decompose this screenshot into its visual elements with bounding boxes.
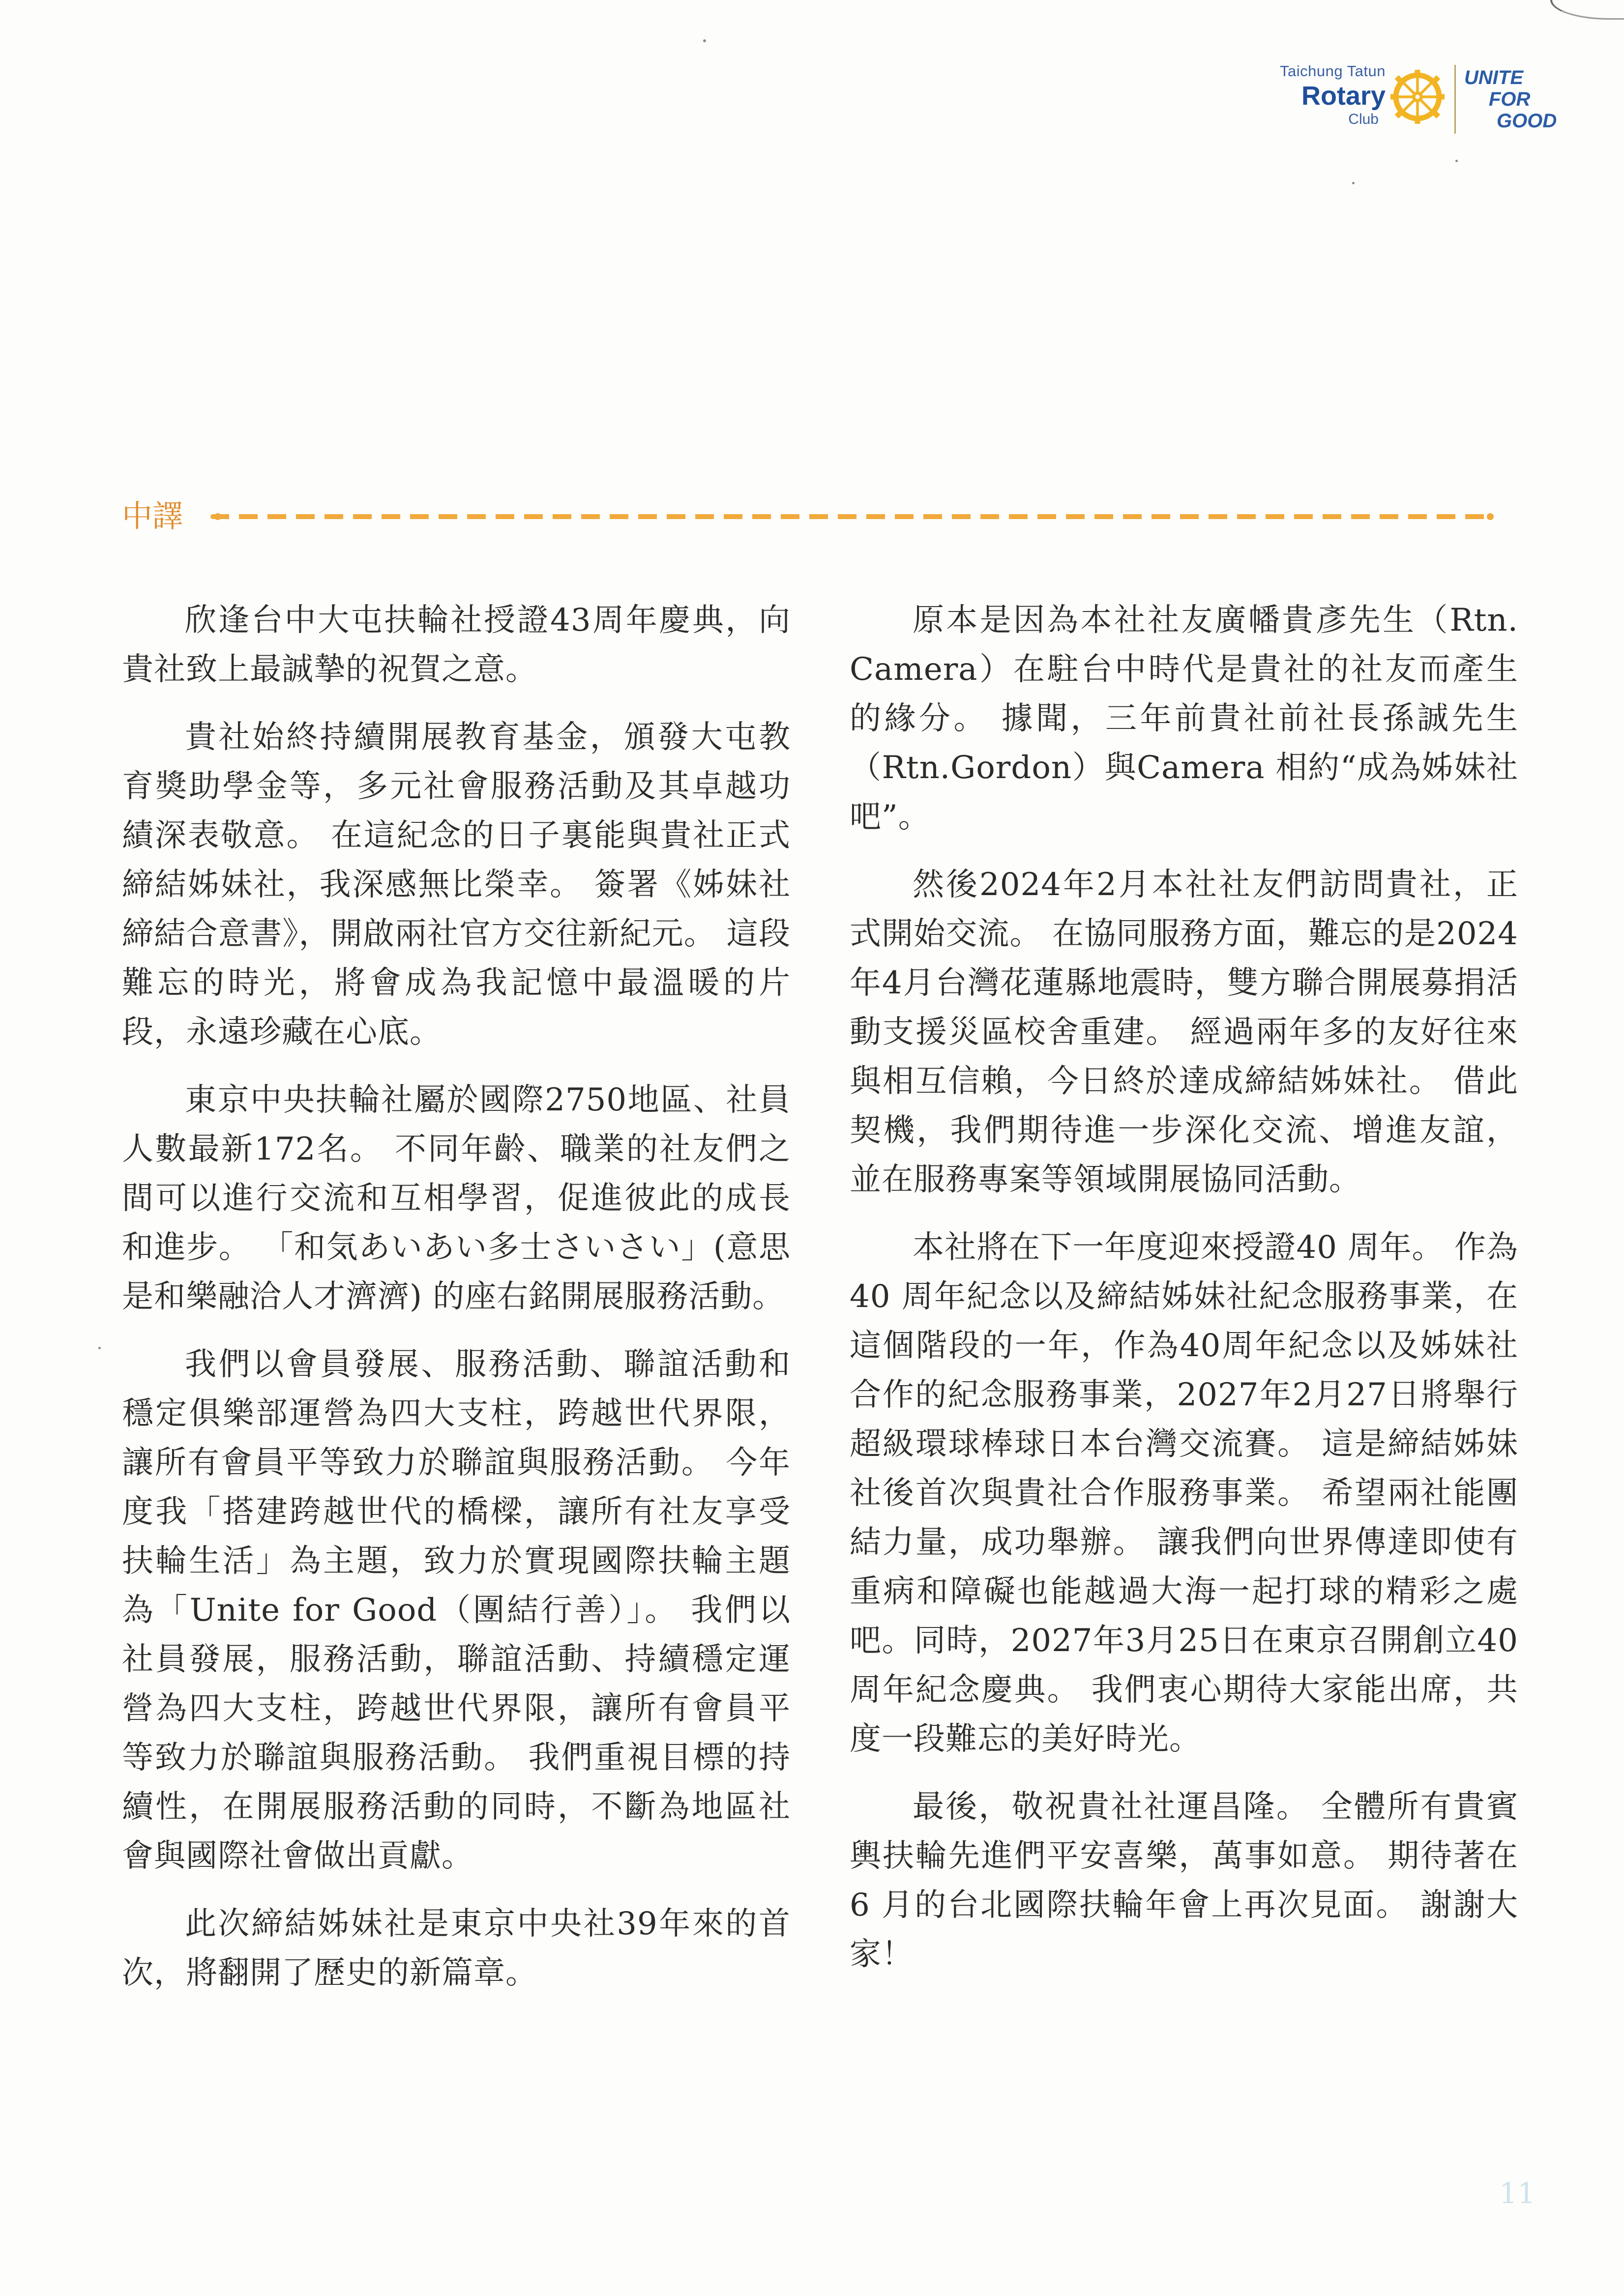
- paragraph: 本社將在下一年度迎來授證40 周年。 作為40 周年紀念以及締結姊妹社紀念服務事業，在這個階段的一年，作為40周年紀念以及姊妹社合作的紀念服務事業，2027年2月27日將舉行超級環球棒球日本台灣交流賽。 這是締結姊妹社後首次與貴社合作服務事業。 希望兩社能團結力量，成功舉辦。 讓我們向世界傳達即使有重病和障礙也能越過大海一起打球的精彩之處吧。同時，2027年3月25日在東京召開創立40周年紀念慶典。 我們衷心期待大家能出席，共度一段難忘的美好時光。: [850, 1229, 1518, 1757]
- paragraph: 欣逢台中大屯扶輪社授證43周年慶典，向貴社致上最誠摯的祝賀之意。: [122, 602, 791, 688]
- section-header: [122, 492, 1494, 541]
- paragraph: 貴社始終持續開展教育基金，頒發大屯教育獎助學金等，多元社會服務活動及其卓越功績深表敬意。 在這紀念的日子裏能與貴社正式締結姊妹社，我深感無比榮幸。 簽署《姊妹社締結合意書》，開啟兩社官方交往新紀元。 這段難忘的時光，將會成為我記憶中最溫暖的片段，永遠珍藏在心底。: [122, 719, 791, 1050]
- paragraph: 原本是因為本社社友廣幡貴彥先生（Rtn. Camera）在駐台中時代是貴社的社友而產生的緣分。 據聞，三年前貴社前社長孫誠先生（Rtn.Gordon）與Camera 相約“成為姊妹社吧”。: [850, 602, 1518, 835]
- paragraph: 此次締結姊妹社是東京中央社39年來的首次，將翻開了歷史的新篇章。: [122, 1906, 791, 1991]
- dashed-divider: [210, 514, 1489, 519]
- slogan-line3: GOOD: [1497, 110, 1557, 132]
- club-name: [1223, 62, 1386, 128]
- club-name-line2: Rotary: [1301, 81, 1386, 111]
- club-name-line1: Taichung Tatun: [1280, 62, 1386, 80]
- section-title: 中譯: [122, 498, 183, 534]
- scan-speck: [1455, 160, 1458, 162]
- divider-end-dot: [1487, 513, 1494, 520]
- scan-speck: [98, 1347, 101, 1349]
- paragraph: 最後，敬祝貴社社運昌隆。 全體所有貴賓輿扶輪先進們平安喜樂，萬事如意。 期待著在6 月的台北國際扶輪年會上再次見面。 謝謝大家！: [850, 1789, 1518, 1973]
- paragraph: 然後2024年2月本社社友們訪問貴社，正式開始交流。 在協同服務方面，難忘的是2024年4月台灣花蓮縣地震時，雙方聯合開展募捐活動支援災區校舍重建。 經過兩年多的友好往來與相互信賴，今日終於達成締結姊妹社。 借此契機，我們期待進一步深化交流、增進友誼，並在服務專案等領域開展協同活動。: [850, 867, 1518, 1198]
- scan-speck: [703, 39, 706, 42]
- logo-divider: [1454, 65, 1456, 134]
- paragraph: 東京中央扶輪社屬於國際2750地區、社員人數最新172名。 不同年齡、職業的社友們之間可以進行交流和互相學習，促進彼此的成長和進步。 「和気あいあい多士さいさい」(意思是和樂融洽人才濟濟) 的座右銘開展服務活動。: [122, 1082, 791, 1315]
- rotary-wheel-icon: [1390, 70, 1445, 124]
- rotary-club-logo: [1223, 62, 1557, 141]
- left-column: [122, 596, 791, 2016]
- paragraph: 我們以會員發展、服務活動、聯誼活動和穩定俱樂部運營為四大支柱，跨越世代界限，讓所有會員平等致力於聯誼與服務活動。 今年度我「搭建跨越世代的橋樑，讓所有社友享受扶輪生活」為主題，致力於實現國際扶輪主題為「Unite for Good（團結行善）」。 我們以社員發展，服務活動，聯誼活動、持續穩定運營為四大支柱，跨越世代界限，讓所有會員平等致力於聯誼與服務活動。 我們重視目標的持續性，在開展服務活動的同時，不斷為地區社會與國際社會做出貢獻。: [122, 1346, 791, 1874]
- right-column: [850, 596, 1518, 1998]
- page-curl: [1550, 0, 1624, 20]
- slogan-line1: UNITE: [1464, 67, 1523, 88]
- divider-start-dot: [214, 513, 221, 520]
- club-name-line3: Club: [1348, 111, 1379, 127]
- scan-speck: [1352, 182, 1355, 184]
- slogan-line2: FOR: [1489, 88, 1531, 110]
- page-number: 11: [1499, 2177, 1535, 2210]
- slogan: [1464, 67, 1557, 132]
